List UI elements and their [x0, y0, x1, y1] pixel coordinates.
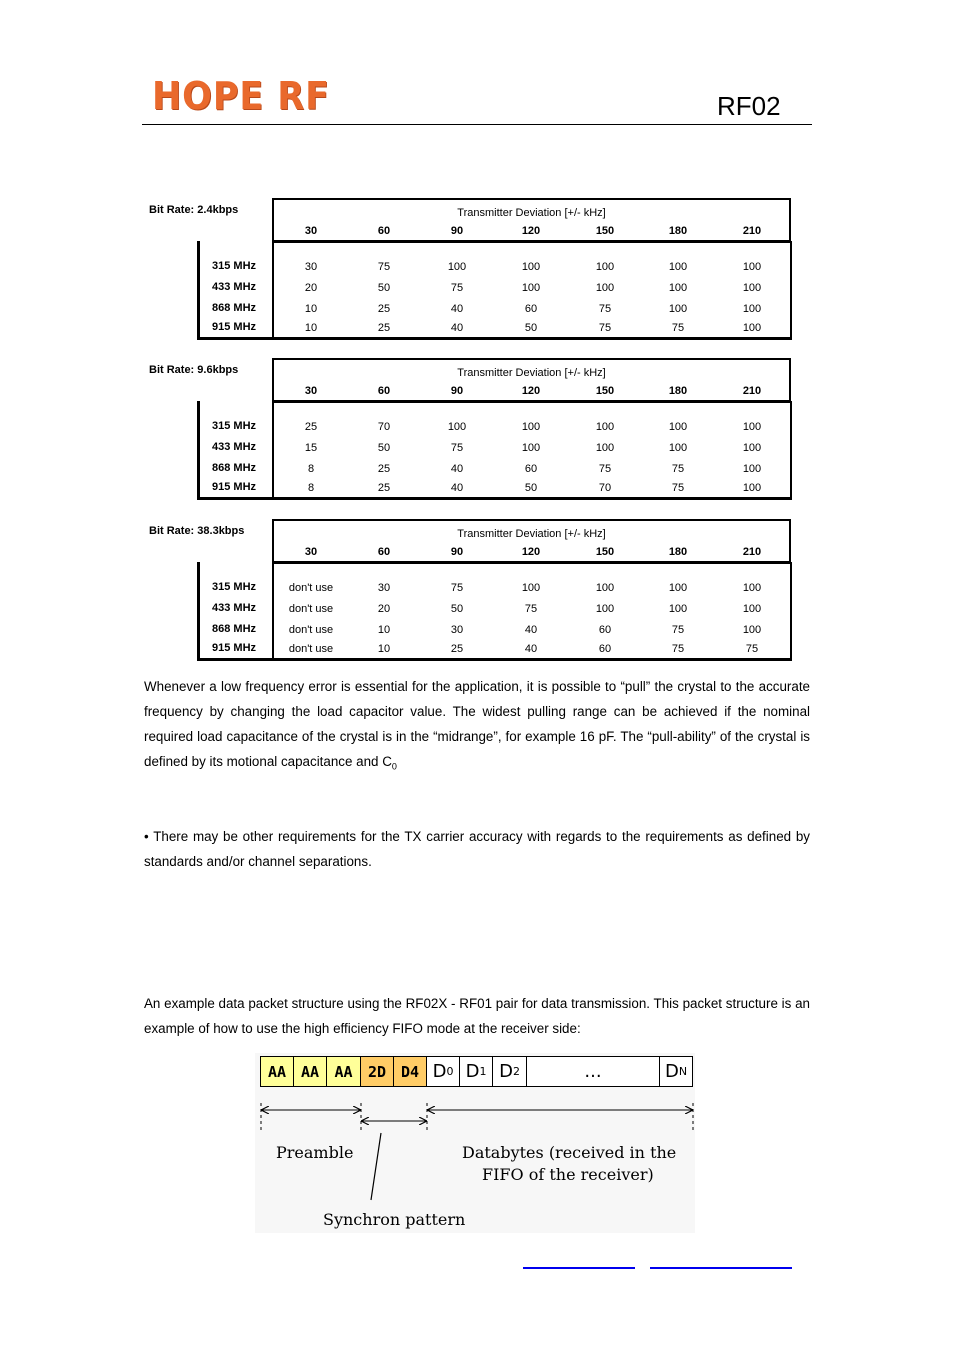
- table-cell: 50: [450, 603, 464, 615]
- table-cell: 100: [668, 442, 688, 454]
- table-cell: 100: [668, 582, 688, 594]
- table-cell: 25: [377, 322, 391, 334]
- table-cell: 100: [521, 442, 541, 454]
- table-cell: don't use: [288, 603, 334, 615]
- frequency-column-rule: [272, 401, 274, 497]
- table-cell: 75: [524, 603, 538, 615]
- sync-pointer-line: [371, 1133, 381, 1200]
- table-cell: 100: [595, 603, 615, 615]
- frequency-label: 433 MHz: [212, 602, 257, 614]
- pull-paragraph: [144, 674, 810, 780]
- table-cell: 10: [377, 624, 391, 636]
- table-cell: 75: [598, 322, 612, 334]
- frequency-label: 315 MHz: [212, 581, 257, 593]
- frequency-column-rule: [272, 241, 274, 337]
- table-cell: 100: [521, 282, 541, 294]
- databytes-label-line1: Databytes (received in the: [462, 1143, 677, 1162]
- table-cell: 8: [307, 482, 315, 494]
- table-cell: 100: [742, 261, 762, 273]
- frequency-label: 868 MHz: [212, 462, 257, 474]
- frequency-label: 315 MHz: [212, 420, 257, 432]
- table-cell: 50: [377, 282, 391, 294]
- column-header: 150: [595, 546, 615, 558]
- table-cell: 75: [671, 643, 685, 655]
- table-header-title: Transmitter Deviation [+/- kHz]: [457, 367, 606, 379]
- table-cell: 60: [598, 643, 612, 655]
- column-header: 30: [304, 385, 318, 397]
- header-rule: [142, 124, 812, 125]
- table-cell: 75: [745, 643, 759, 655]
- company-logo: HOPE RF: [152, 74, 330, 118]
- table-cell: don't use: [288, 582, 334, 594]
- table-cell: 40: [450, 303, 464, 315]
- table-cell: 10: [304, 303, 318, 315]
- table-cell: 100: [595, 421, 615, 433]
- table-cell: 75: [671, 463, 685, 475]
- table-cell: 75: [671, 624, 685, 636]
- deviation-table: [146, 519, 790, 661]
- table-cell: 60: [524, 463, 538, 475]
- table-cell: 10: [304, 322, 318, 334]
- preamble-label: Preamble: [276, 1143, 354, 1162]
- table-cell: 100: [595, 282, 615, 294]
- deviation-table: [146, 358, 790, 500]
- frequency-label: 868 MHz: [212, 302, 257, 314]
- column-header: 90: [450, 546, 464, 558]
- frequency-label: 868 MHz: [212, 623, 257, 635]
- table-cell: 15: [304, 442, 318, 454]
- table-cell: 75: [598, 303, 612, 315]
- data-byte-index: 0: [446, 1065, 454, 1078]
- pull-subscript: 0: [391, 761, 397, 772]
- table-header-title: Transmitter Deviation [+/- kHz]: [457, 207, 606, 219]
- data-byte-index: 2: [512, 1065, 520, 1078]
- table-cell: 40: [450, 322, 464, 334]
- data-byte-index: N: [678, 1065, 688, 1078]
- data-byte-base: D: [465, 1061, 480, 1082]
- table-cell: 75: [598, 463, 612, 475]
- ellipsis-box: ...: [526, 1056, 660, 1087]
- column-header: 180: [668, 385, 688, 397]
- table-cell: 40: [524, 643, 538, 655]
- frequency-label: 915 MHz: [212, 642, 257, 654]
- table-cell: 100: [447, 421, 467, 433]
- deviation-table: [146, 198, 790, 340]
- column-header: 180: [668, 225, 688, 237]
- table-cell: 100: [742, 303, 762, 315]
- table-cell: 100: [521, 421, 541, 433]
- table-cell: 70: [377, 421, 391, 433]
- footer-link-1[interactable]: [523, 1267, 635, 1269]
- table-cell: 100: [742, 582, 762, 594]
- table-cell: 25: [304, 421, 318, 433]
- frequency-label: 915 MHz: [212, 321, 257, 333]
- table-cell: 100: [668, 421, 688, 433]
- data-byte-base: D: [432, 1061, 447, 1082]
- footer-link-2[interactable]: [650, 1267, 792, 1269]
- frequency-label: 315 MHz: [212, 260, 257, 272]
- table-cell: 100: [742, 282, 762, 294]
- table-cell: 10: [377, 643, 391, 655]
- table-cell: 75: [671, 482, 685, 494]
- table-cell: 75: [450, 442, 464, 454]
- table-cell: don't use: [288, 624, 334, 636]
- table-cell: 50: [524, 322, 538, 334]
- databytes-label-line2: FIFO of the receiver): [482, 1165, 654, 1184]
- table-cell: 100: [742, 482, 762, 494]
- table-cell: 30: [377, 582, 391, 594]
- column-header: 60: [377, 225, 391, 237]
- column-header: 60: [377, 546, 391, 558]
- table-cell: 75: [671, 322, 685, 334]
- table-cell: 100: [742, 421, 762, 433]
- table-cell: 25: [377, 463, 391, 475]
- bit-rate-label: Bit Rate: 9.6kbps: [149, 364, 239, 376]
- table-cell: 40: [524, 624, 538, 636]
- table-cell: don't use: [288, 643, 334, 655]
- table-cell: 100: [668, 303, 688, 315]
- table-cell: 20: [304, 282, 318, 294]
- table-cell: 100: [668, 261, 688, 273]
- column-header: 120: [521, 385, 541, 397]
- preamble-byte-box: AA: [293, 1056, 327, 1087]
- column-header: 120: [521, 225, 541, 237]
- table-cell: 8: [307, 463, 315, 475]
- column-header: 90: [450, 225, 464, 237]
- column-header: 90: [450, 385, 464, 397]
- column-header: 150: [595, 385, 615, 397]
- pull-text: Whenever a low frequency error is essential for the application, it is possible to “pull” the crystal to the accurate frequency by changing the load capacitor value. The widest pulling range can be achieved if the nominal required load capacitance of the crystal is in the “midrange”, for example 16 pF. The “pull-ability” of the crystal is defined by its motional capacitance and C: [144, 679, 810, 769]
- column-header: 210: [742, 546, 762, 558]
- packet-structure-diagram: [255, 1053, 695, 1233]
- table-cell: 70: [598, 482, 612, 494]
- table-cell: 20: [377, 603, 391, 615]
- table-cell: 100: [668, 282, 688, 294]
- table-cell: 100: [595, 582, 615, 594]
- frequency-label: 915 MHz: [212, 481, 257, 493]
- table-cell: 50: [524, 482, 538, 494]
- column-header: 30: [304, 225, 318, 237]
- table-cell: 100: [742, 603, 762, 615]
- table-header-title: Transmitter Deviation [+/- kHz]: [457, 528, 606, 540]
- table-cell: 40: [450, 463, 464, 475]
- sync-label: Synchron pattern: [323, 1210, 466, 1229]
- data-byte-index: 1: [479, 1065, 487, 1078]
- table-cell: 75: [450, 282, 464, 294]
- table-cell: 30: [450, 624, 464, 636]
- data-byte-base: D: [664, 1061, 679, 1082]
- table-cell: 25: [450, 643, 464, 655]
- table-cell: 100: [595, 442, 615, 454]
- table-cell: 75: [377, 261, 391, 273]
- table-cell: 100: [595, 261, 615, 273]
- packet-paragraph: An example data packet structure using the RF02X - RF01 pair for data transmission. This packet structure is an example of how to use the high efficiency FIFO mode at the receiver side:: [144, 996, 810, 1036]
- document-id: RF02: [717, 91, 781, 121]
- column-header: 60: [377, 385, 391, 397]
- table-cell: 60: [598, 624, 612, 636]
- preamble-byte-box: AA: [326, 1056, 361, 1087]
- bullet-paragraph: • There may be other requirements for the TX carrier accuracy with regards to the requirements as defined by standards and/or channel separations.: [144, 829, 810, 869]
- table-cell: 100: [521, 261, 541, 273]
- table-cell: 50: [377, 442, 391, 454]
- column-header: 210: [742, 385, 762, 397]
- table-cell: 100: [742, 624, 762, 636]
- column-header: 120: [521, 546, 541, 558]
- sync-byte-box: D4: [393, 1056, 427, 1087]
- preamble-byte-box: AA: [260, 1056, 294, 1087]
- table-cell: 25: [377, 482, 391, 494]
- table-cell: 100: [668, 603, 688, 615]
- bit-rate-label: Bit Rate: 2.4kbps: [149, 204, 239, 216]
- data-byte-base: D: [499, 1061, 513, 1082]
- sync-byte-box: 2D: [360, 1056, 394, 1087]
- table-cell: 100: [447, 261, 467, 273]
- table-cell: 100: [521, 582, 541, 594]
- table-cell: 100: [742, 322, 762, 334]
- column-header: 180: [668, 546, 688, 558]
- frequency-label: 433 MHz: [212, 281, 257, 293]
- table-cell: 40: [450, 482, 464, 494]
- table-cell: 25: [377, 303, 391, 315]
- column-header: 30: [304, 546, 318, 558]
- table-cell: 75: [450, 582, 464, 594]
- table-cell: 100: [742, 463, 762, 475]
- column-header: 150: [595, 225, 615, 237]
- table-cell: 100: [742, 442, 762, 454]
- table-cell: 30: [304, 261, 318, 273]
- frequency-label: 433 MHz: [212, 441, 257, 453]
- frequency-column-rule: [272, 562, 274, 658]
- table-cell: 60: [524, 303, 538, 315]
- bit-rate-label: Bit Rate: 38.3kbps: [149, 525, 245, 537]
- column-header: 210: [742, 225, 762, 237]
